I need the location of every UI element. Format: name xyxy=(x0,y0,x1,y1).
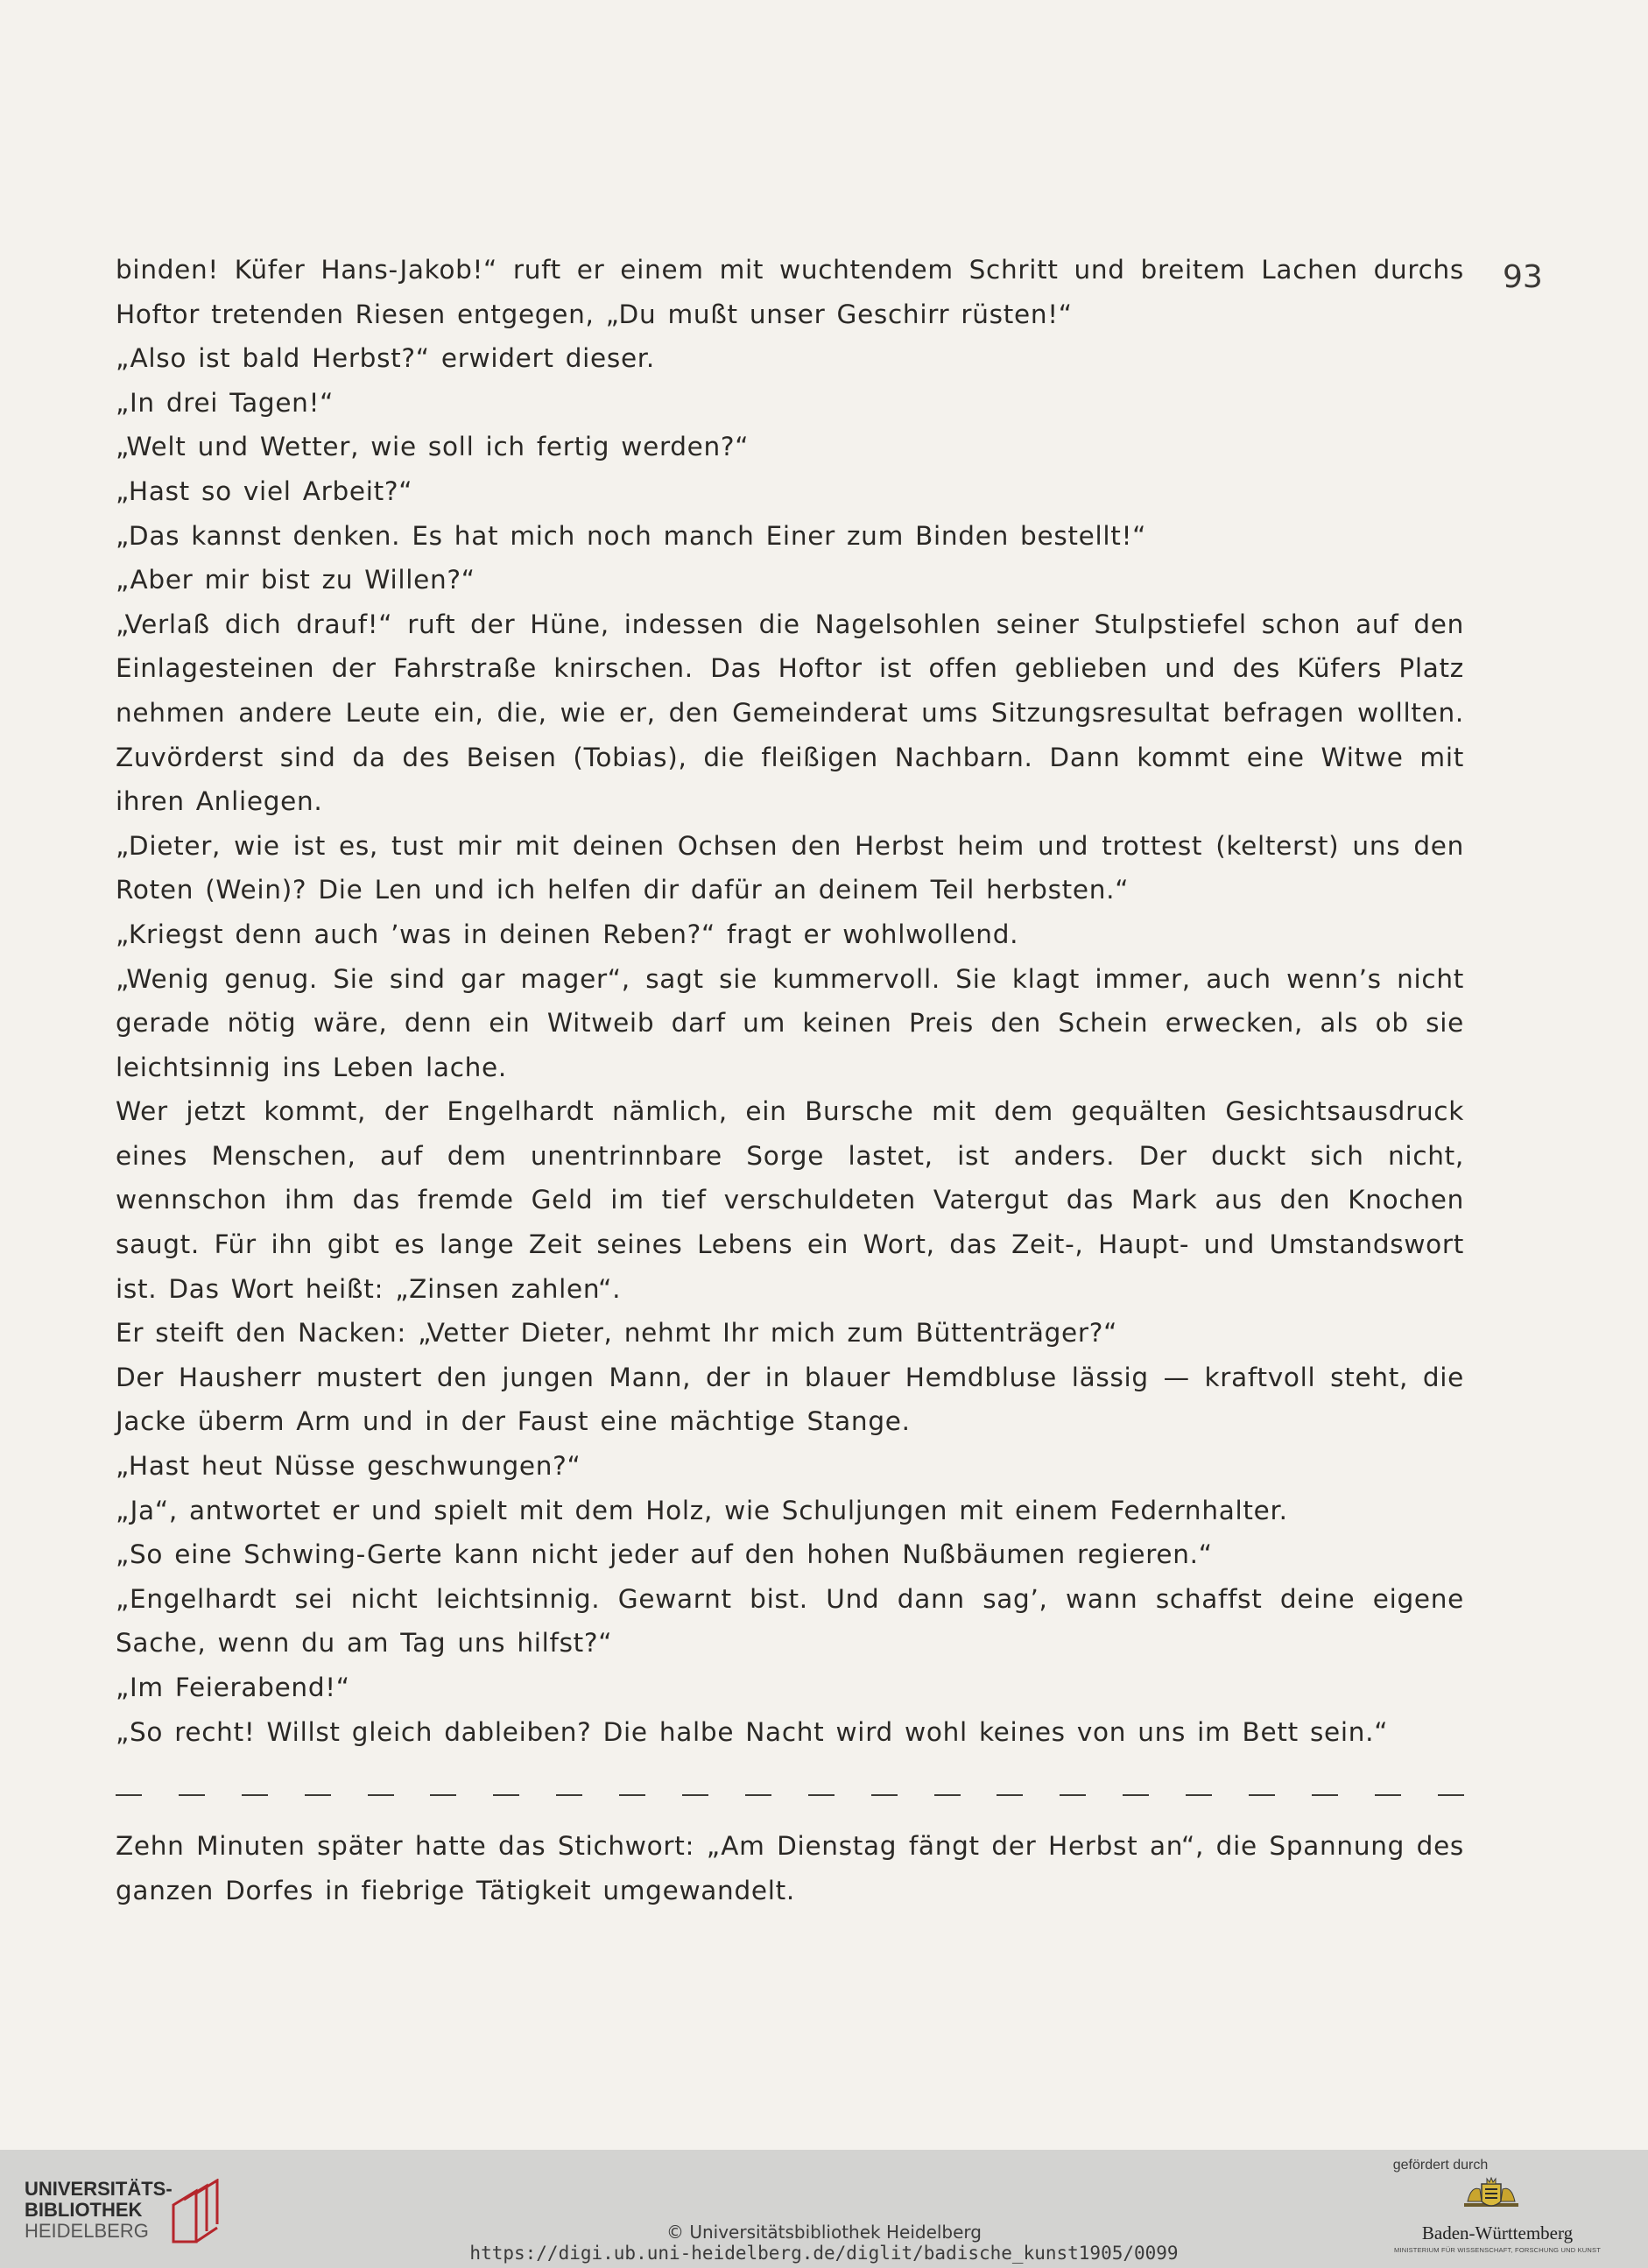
divider-dash xyxy=(1249,1794,1275,1796)
body-text xyxy=(116,248,1464,1754)
paragraph: Der Hausherr mustert den jungen Mann, der in blauer Hemdbluse lässig — kraftvoll steht, die Jacke überm Arm und in der Faust eine mächtige Stange. xyxy=(116,1362,1464,1437)
paragraph: Wer jetzt kommt, der Engelhardt nämlich, ein Bursche mit dem gequälten Gesichtsausdruck eines Menschen, auf dem unentrinnbare Sorge lastet, ist anders. Der duckt sich nicht, wennschon ihm das fremde Geld im tief verschuldeten Vatergut das Mark aus den Knochen saugt. Für ihn gibt es lange Zeit seines Lebens ein Wort, das Zeit-, Haupt- und Umstandswort ist. Das Wort heißt: „Zinsen zahlen“. xyxy=(116,1096,1464,1304)
divider-dash xyxy=(556,1794,582,1796)
paragraph: „Ja“, antwortet er und spielt mit dem Holz, wie Schuljungen mit einem Federnhalter. xyxy=(116,1495,1288,1525)
divider-dash xyxy=(1438,1794,1464,1796)
divider-dash xyxy=(1060,1794,1086,1796)
library-logo-line: HEIDELBERG xyxy=(25,2220,149,2242)
sponsor-name: Baden-Württemberg xyxy=(1421,2222,1574,2243)
paragraph: „In drei Tagen!“ xyxy=(116,387,335,418)
paragraph: „Hast heut Nüsse geschwungen?“ xyxy=(116,1451,581,1482)
section-divider-dashes xyxy=(116,1786,1464,1804)
sponsor-logo[interactable] xyxy=(1366,2156,1629,2261)
divider-dash xyxy=(179,1794,205,1796)
divider-dash xyxy=(1312,1794,1338,1796)
divider-dash xyxy=(430,1794,456,1796)
paragraph: „Im Feierabend!“ xyxy=(116,1673,350,1702)
baden-wuerttemberg-crest-icon xyxy=(1462,2177,1520,2221)
copyright-notice: © Universitätsbibliothek Heidelberg xyxy=(666,2222,982,2243)
divider-dash xyxy=(934,1794,961,1796)
sponsor-label: gefördert durch xyxy=(1392,2158,1489,2173)
divider-dash xyxy=(116,1794,142,1796)
divider-dash xyxy=(305,1794,331,1796)
divider-dash xyxy=(997,1794,1023,1796)
divider-dash xyxy=(808,1794,835,1796)
permalink-url[interactable]: https://digi.ub.uni-heidelberg.de/diglit/badische_kunst1905/0099 xyxy=(469,2243,1179,2264)
paragraph: „Dieter, wie ist es, tust mir mit deinen Ochsen den Herbst heim und trottest (kelterst) uns den Roten (Wein)? Die Len und ich helfen dir dafür an deinem Teil herbsten.“ xyxy=(116,830,1464,905)
divider-dash xyxy=(682,1794,708,1796)
paragraph: „Das kannst denken. Es hat mich noch manch Einer zum Binden bestellt!“ xyxy=(116,520,1147,551)
paragraph: „Verlaß dich drauf!“ ruft der Hüne, indessen die Nagelsohlen seiner Stulpstiefel schon auf den Einlagesteinen der Fahrstraße knirschen. Das Hoftor ist offen geblieben und des Küfers Platz nehmen andere Leute ein, die, wie er, den Gemeinderat ums Sitzungsresultat befragen wollten. Zuvörderst sind da des Beisen (Tobias), die fleißigen Nachbarn. Dann kommt eine Witwe mit ihren Anliegen. xyxy=(116,609,1464,817)
paragraph: „Wenig genug. Sie sind gar mager“, sagt sie kummervoll. Sie klagt immer, auch wenn’s nicht gerade nötig wäre, denn ein Witweib darf um keinen Preis den Schein erwecken, als ob sie leichtsinnig ins Leben lache. xyxy=(116,963,1464,1082)
divider-dash xyxy=(493,1794,519,1796)
paragraph: „Engelhardt sei nicht leichtsinnig. Gewarnt bist. Und dann sag’, wann schaffst deine eigene Sache, wenn du am Tag uns hilfst?“ xyxy=(116,1583,1464,1659)
divider-dash xyxy=(242,1794,268,1796)
divider-dash xyxy=(1186,1794,1212,1796)
paragraph: Er steift den Nacken: „Vetter Dieter, nehmt Ihr mich zum Büttenträger?“ xyxy=(116,1318,1118,1349)
paragraph: „Also ist bald Herbst?“ erwidert dieser. xyxy=(116,343,655,374)
paragraph: „So recht! Willst gleich dableiben? Die halbe Nacht wird wohl keines von uns im Bett sein.“ xyxy=(116,1716,1389,1747)
paragraph: „So eine Schwing-Gerte kann nicht jeder auf den hohen Nußbäumen regieren.“ xyxy=(116,1539,1213,1570)
paragraph: „Kriegst denn auch ’was in deinen Reben?“ fragt er wohlwollend. xyxy=(116,919,1019,949)
paragraph: Zehn Minuten später hatte das Stichwort: „Am Dienstag fängt der Herbst an“, die Spannung des ganzen Dorfes in fiebrige Tätigkeit umgewandelt. xyxy=(116,1831,1464,1905)
library-logo-line: BIBLIOTHEK xyxy=(25,2199,143,2221)
sponsor-ministry: MINISTERIUM FÜR WISSENSCHAFT, FORSCHUNG UND KUNST xyxy=(1393,2246,1602,2254)
paragraph: „Hast so viel Arbeit?“ xyxy=(116,475,413,506)
divider-dash xyxy=(368,1794,394,1796)
closing-text xyxy=(116,1824,1464,1912)
paragraph: „Welt und Wetter, wie soll ich fertig werden?“ xyxy=(116,432,750,462)
divider-dash xyxy=(619,1794,645,1796)
paragraph: „Aber mir bist zu Willen?“ xyxy=(116,565,475,595)
paragraph: binden! Küfer Hans-Jakob!“ ruft er einem mit wuchtendem Schritt und breitem Lachen durchs Hoftor tretenden Riesen entgegen, „Du mußt unser Geschirr rüsten!“ xyxy=(116,255,1464,329)
divider-dash xyxy=(745,1794,771,1796)
divider-dash xyxy=(1123,1794,1149,1796)
page-number: 93 xyxy=(1503,259,1543,295)
divider-dash xyxy=(871,1794,898,1796)
divider-dash xyxy=(1375,1794,1401,1796)
library-logo-line: UNIVERSITÄTS- xyxy=(25,2178,173,2200)
